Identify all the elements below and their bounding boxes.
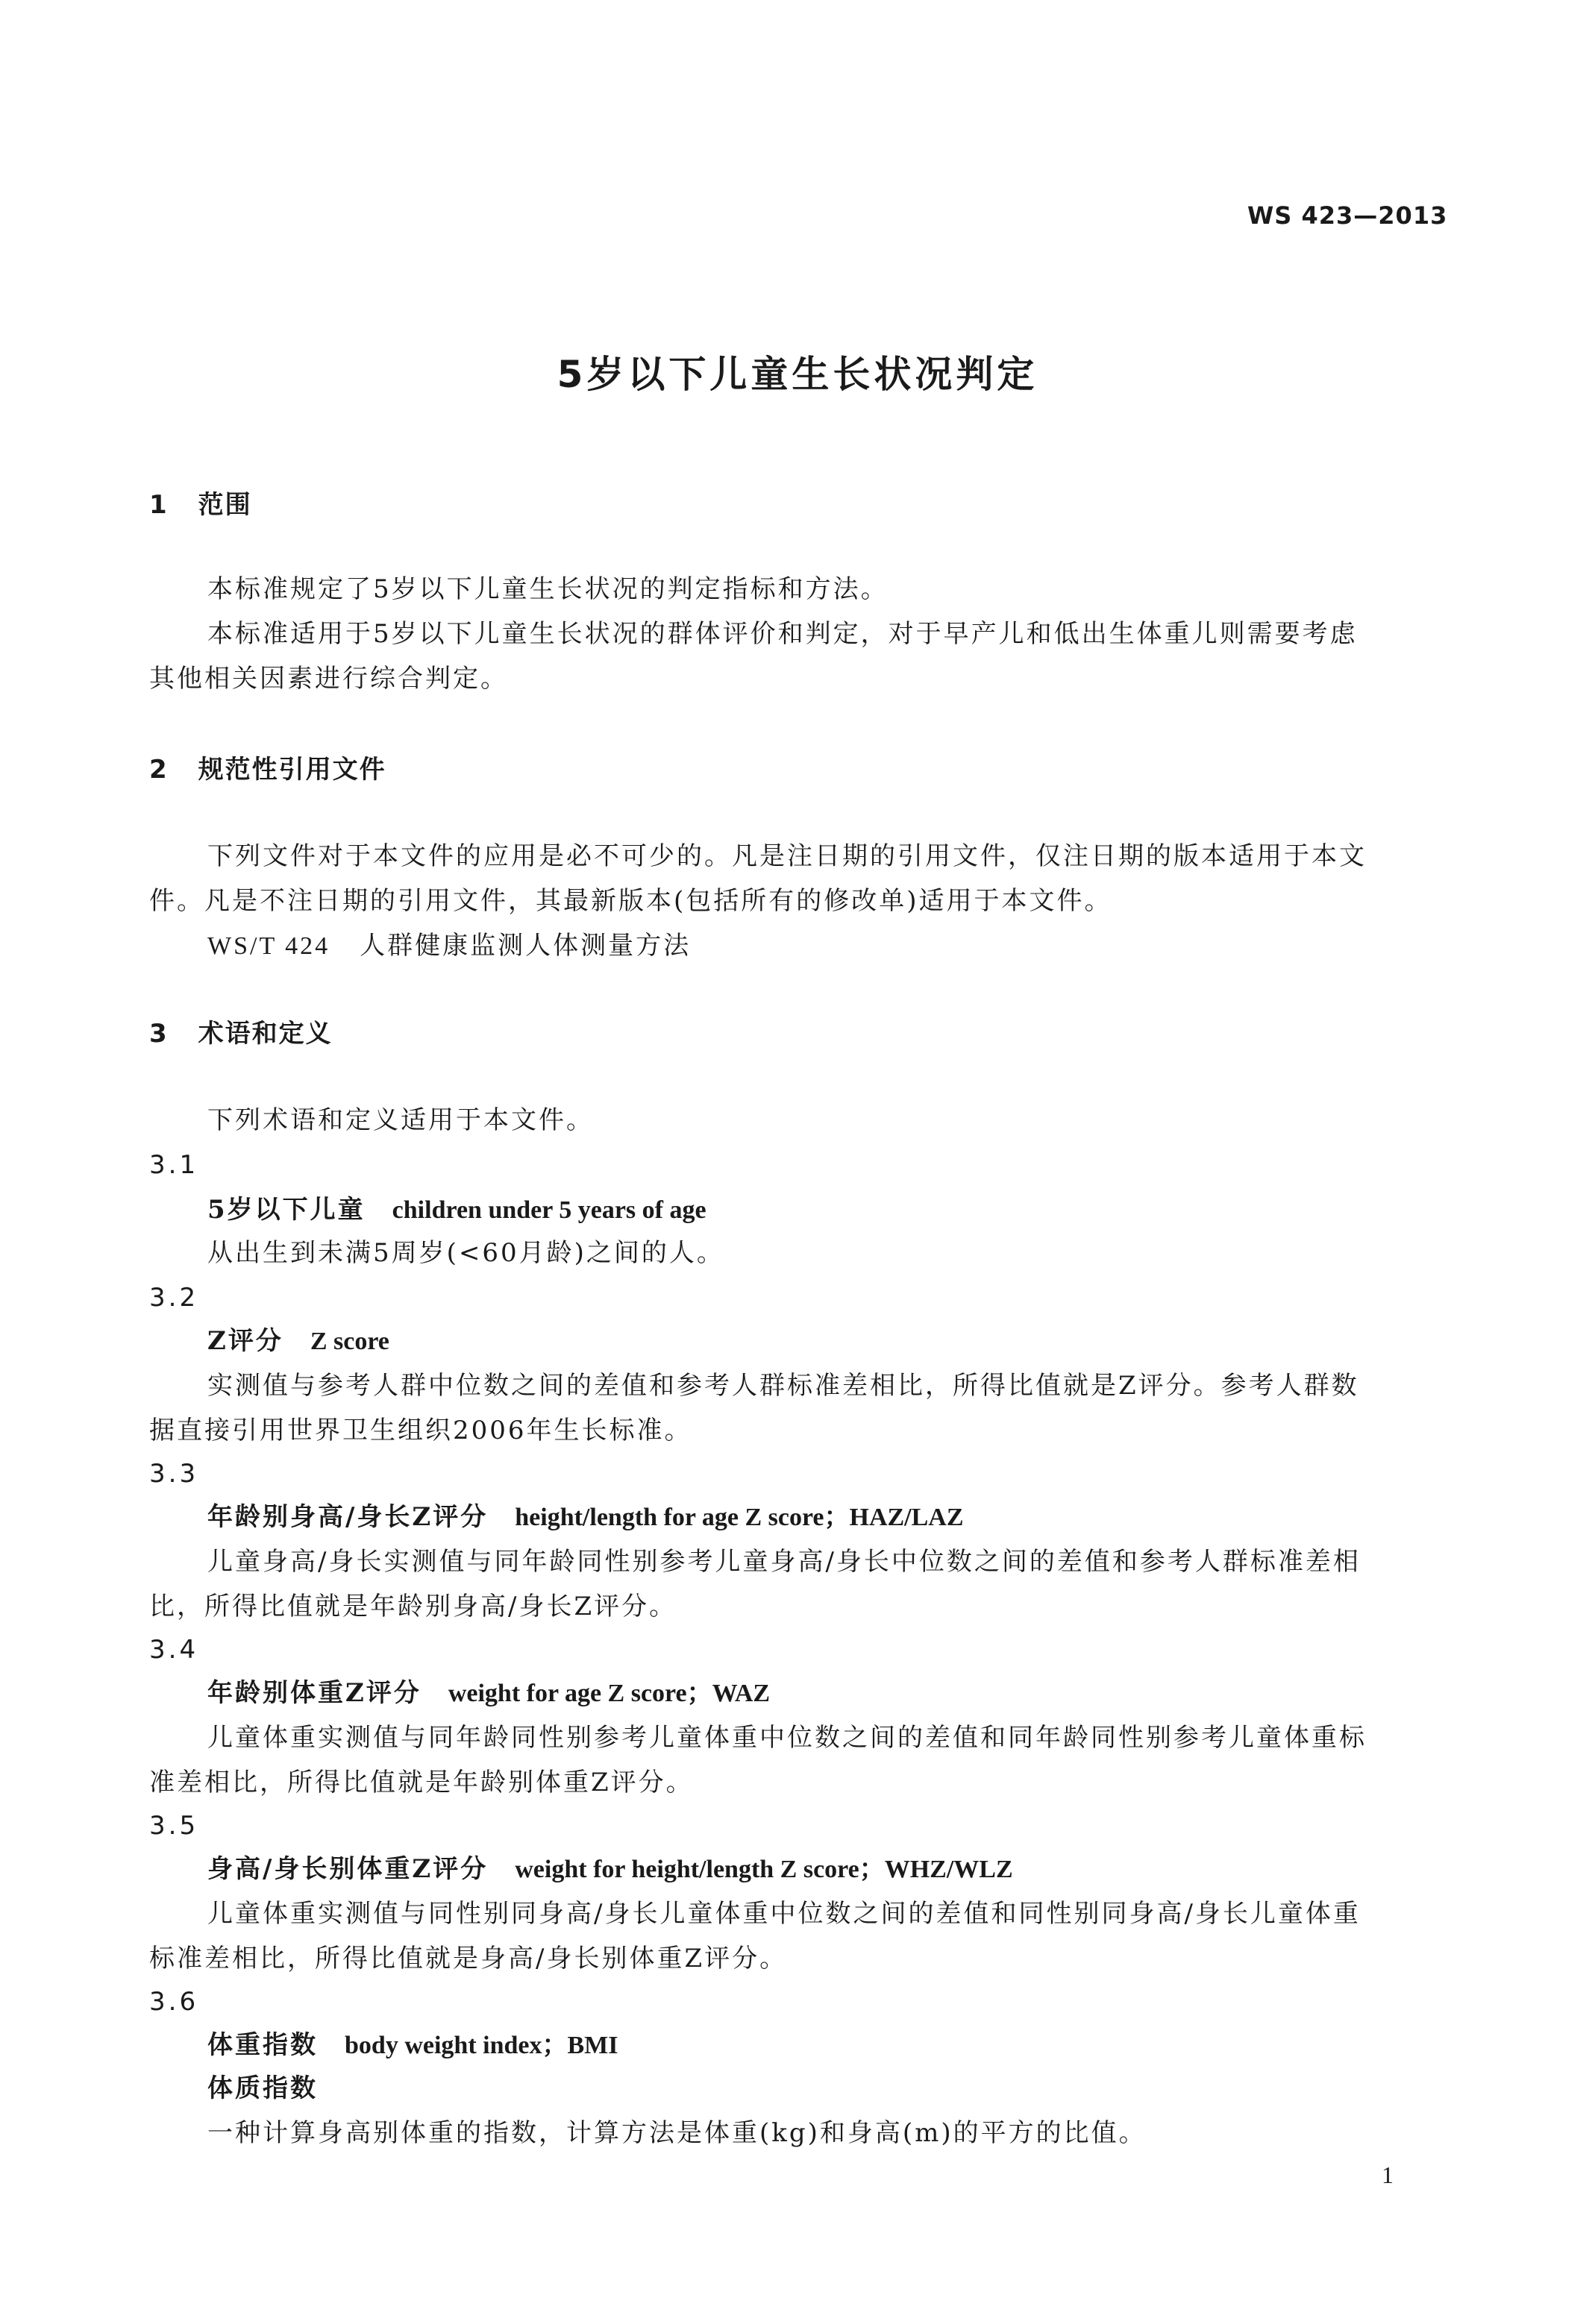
term-definition: 儿童体重实测值与同性别同身高/身长儿童体重中位数之间的差值和同性别同身高/身长儿童体重 (207, 1899, 1361, 1929)
term-chinese: 年龄别体重Z评分 (207, 1678, 422, 1708)
section-title: 术语和定义 (198, 1019, 333, 1049)
section-number: 2 (149, 755, 169, 785)
term-definition: 从出生到未满5周岁(<60月龄)之间的人。 (207, 1238, 724, 1268)
term-number: 3.6 (149, 1987, 199, 2017)
page-number: 1 (1382, 2161, 1394, 2188)
term-english: weight for age Z score；WAZ (448, 1680, 771, 1707)
term-chinese: 5岁以下儿童 (207, 1195, 366, 1225)
term-number: 3.3 (149, 1459, 199, 1489)
term-definition: 据直接引用世界卫生组织2006年生长标准。 (149, 1416, 692, 1445)
term-english: body weight index；BMI (345, 2032, 618, 2059)
term-definition: 儿童身高/身长实测值与同年龄同性别参考儿童身高/身长中位数之间的差值和参考人群标准差相 (207, 1547, 1361, 1577)
term-entry (207, 2030, 618, 2061)
term-chinese-alt: 体质指数 (207, 2073, 318, 2103)
term-definition: 标准差相比，所得比值就是身高/身长别体重Z评分。 (149, 1944, 788, 1973)
term-chinese: 体重指数 (207, 2030, 318, 2060)
term-english: children under 5 years of age (392, 1196, 706, 1224)
paragraph: 下列文件对于本文件的应用是必不可少的。凡是注日期的引用文件，仅注日期的版本适用于本文 (207, 841, 1367, 871)
term-number: 3.1 (149, 1150, 199, 1180)
paragraph: 其他相关因素进行综合判定。 (149, 664, 508, 694)
term-definition: 儿童体重实测值与同年龄同性别参考儿童体重中位数之间的差值和同年龄同性别参考儿童体重标 (207, 1723, 1367, 1753)
section-title: 范围 (198, 490, 252, 520)
document-code: WS 423—2013 (1247, 201, 1448, 230)
reference-code: WS/T 424 (207, 932, 330, 960)
term-entry (207, 1854, 1013, 1885)
term-entry (207, 1326, 389, 1357)
section-1-heading (149, 490, 252, 520)
term-english: height/length for age Z score；HAZ/LAZ (515, 1504, 964, 1531)
term-chinese: 身高/身长别体重Z评分 (207, 1854, 489, 1884)
term-entry (207, 1195, 706, 1225)
term-definition: 准差相比，所得比值就是年龄别体重Z评分。 (149, 1768, 694, 1797)
paragraph: 本标准适用于5岁以下儿童生长状况的群体评价和判定，对于早产儿和低出生体重儿则需要考虑 (207, 619, 1358, 649)
term-synonym (207, 2073, 318, 2103)
section-number: 1 (149, 490, 169, 520)
term-chinese: Z评分 (207, 1326, 283, 1356)
term-number: 3.2 (149, 1283, 199, 1313)
term-number: 3.4 (149, 1635, 199, 1665)
normative-reference (207, 931, 691, 961)
term-entry (207, 1678, 770, 1709)
term-english: Z score (310, 1328, 389, 1355)
term-english: weight for height/length Z score；WHZ/WLZ (515, 1856, 1013, 1883)
paragraph: 本标准规定了5岁以下儿童生长状况的判定指标和方法。 (207, 574, 889, 604)
term-definition: 实测值与参考人群中位数之间的差值和参考人群标准差相比，所得比值就是Z评分。参考人群数 (207, 1371, 1359, 1401)
term-definition: 比，所得比值就是年龄别身高/身长Z评分。 (149, 1592, 677, 1621)
term-chinese: 年龄别身高/身长Z评分 (207, 1502, 489, 1532)
term-definition: 一种计算身高别体重的指数，计算方法是体重(kg)和身高(m)的平方的比值。 (207, 2118, 1147, 2148)
section-2-heading (149, 755, 386, 785)
paragraph: 件。凡是不注日期的引用文件，其最新版本(包括所有的修改单)适用于本文件。 (149, 886, 1112, 916)
reference-title: 人群健康监测人体测量方法 (360, 931, 692, 961)
paragraph: 下列术语和定义适用于本文件。 (207, 1105, 594, 1135)
section-title: 规范性引用文件 (198, 755, 386, 785)
term-entry (207, 1502, 964, 1533)
document-title: 5岁以下儿童生长状况判定 (557, 353, 1038, 396)
section-3-heading (149, 1019, 333, 1049)
section-number: 3 (149, 1019, 169, 1049)
term-number: 3.5 (149, 1811, 199, 1841)
